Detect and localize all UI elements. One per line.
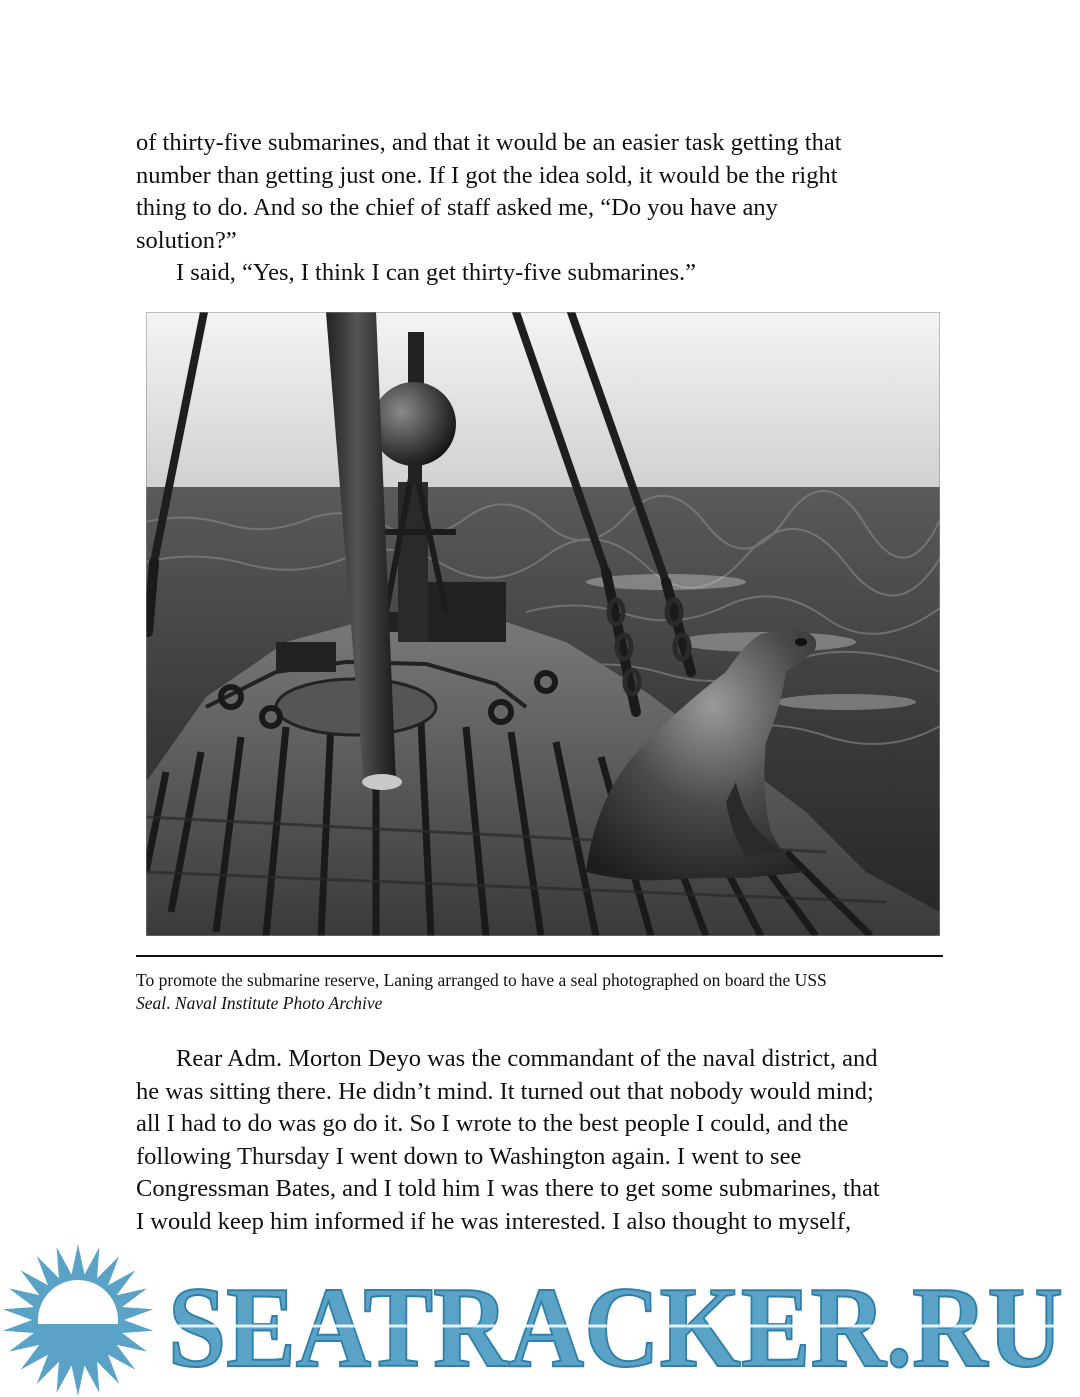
submarine-deck-seal-photo	[146, 312, 940, 936]
text-line: he was sitting there. He didn’t mind. It turned out that nobody would mind;	[136, 1077, 874, 1105]
text-line: solution?”	[136, 226, 237, 254]
seatracker-watermark	[0, 1238, 1080, 1397]
text-line: I would keep him informed if he was interested. I also thought to myself,	[136, 1207, 852, 1235]
caption-line	[136, 992, 946, 1015]
text-line: of thirty-five submarines, and that it would be an easier task getting that	[136, 129, 842, 156]
caption-separator: .	[166, 993, 175, 1014]
caption-line: To promote the submarine reserve, Laning arranged to have a seal photographed on board the USS	[136, 970, 827, 990]
photo-caption	[136, 969, 946, 1016]
sun-icon	[3, 1244, 153, 1396]
caption-ship-name: Seal	[136, 993, 167, 1014]
text-line: I said, “Yes, I think I can get thirty-five submarines.”	[176, 259, 697, 287]
text-line: Rear Adm. Morton Deyo was the commandant of the naval district, and	[176, 1045, 878, 1072]
body-paragraph-top	[136, 127, 946, 290]
caption-credit: Naval Institute Photo Archive	[174, 993, 383, 1014]
watermark-text: SEATRACKER.RU	[168, 1264, 1063, 1392]
text-line: thing to do. And so the chief of staff asked me, “Do you have any	[136, 194, 778, 222]
text-line: number than getting just one. If I got the idea sold, it would be the right	[136, 161, 838, 189]
text-line: all I had to do was go do it. So I wrote to the best people I could, and the	[136, 1110, 849, 1138]
body-paragraph-bottom	[136, 1043, 946, 1239]
text-line: Congressman Bates, and I told him I was there to get some submarines, that	[136, 1175, 880, 1203]
caption-divider	[136, 955, 943, 957]
text-line: following Thursday I went down to Washington again. I went to see	[136, 1142, 802, 1170]
